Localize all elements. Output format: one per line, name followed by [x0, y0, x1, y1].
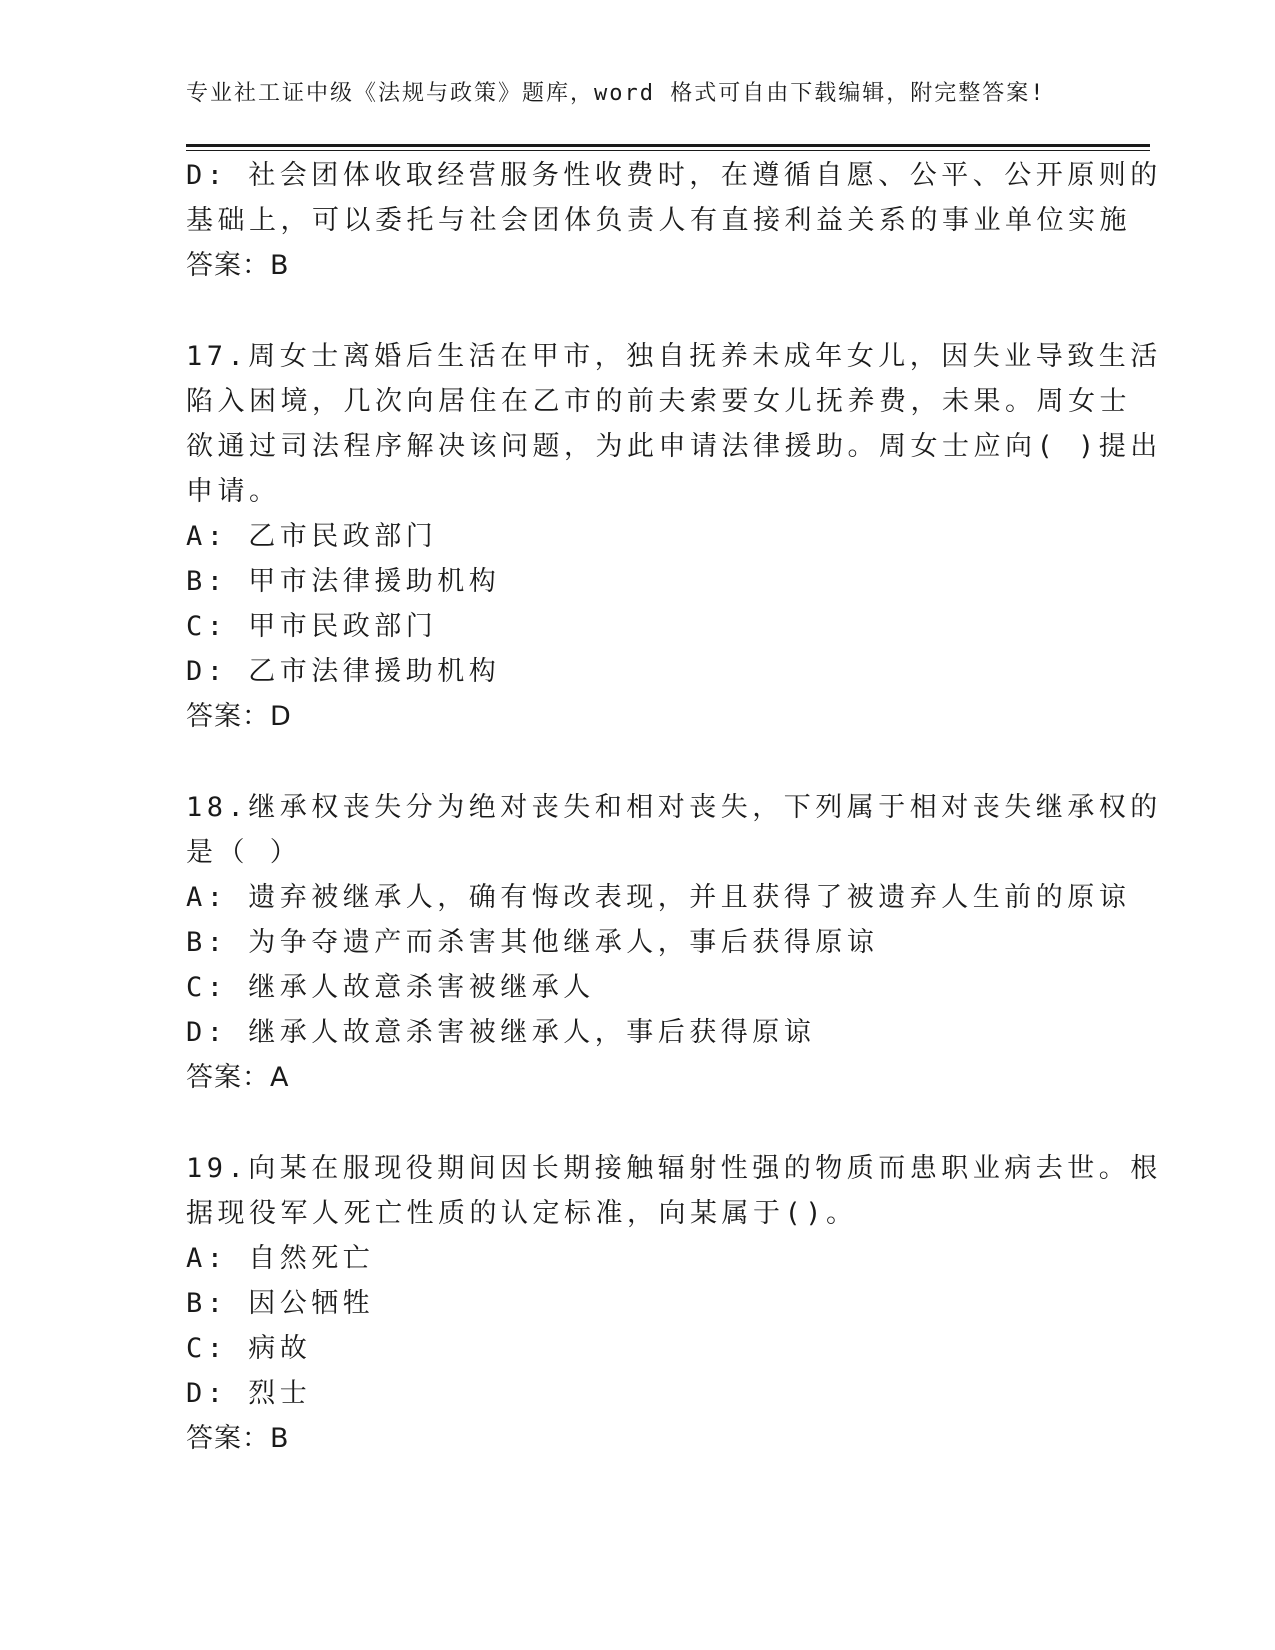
- question-stem-line: 18.继承权丧失分为绝对丧失和相对丧失，下列属于相对丧失继承权的: [186, 792, 1162, 823]
- option-c: C: 病故: [186, 1333, 312, 1364]
- spacer: [186, 739, 1086, 785]
- question-stem-line: 17.周女士离婚后生活在甲市，独自抚养未成年女儿，因失业导致生活: [186, 341, 1162, 372]
- option-c: C: 继承人故意杀害被继承人: [186, 972, 595, 1003]
- spacer: [186, 1100, 1086, 1146]
- answer-line: 答案：B: [186, 1423, 290, 1454]
- question-18: [186, 785, 1162, 1100]
- option-d-line-2: 基础上，可以委托与社会团体负责人有直接利益关系的事业单位实施: [186, 205, 1131, 236]
- option-d: D: 烈士: [186, 1378, 312, 1409]
- question-stem-line: 据现役军人死亡性质的认定标准，向某属于()。: [186, 1198, 858, 1229]
- answer-line: 答案：B: [186, 250, 290, 281]
- answer-line: 答案：D: [186, 701, 292, 732]
- option-d: D: 乙市法律援助机构: [186, 656, 501, 687]
- option-c: C: 甲市民政部门: [186, 611, 438, 642]
- question-19: [186, 1146, 1162, 1461]
- option-b: B: 为争夺遗产而杀害其他继承人，事后获得原谅: [186, 927, 879, 958]
- document-body: [186, 153, 1162, 1461]
- option-d: D: 继承人故意杀害被继承人，事后获得原谅: [186, 1017, 816, 1048]
- header-divider: [186, 144, 1150, 151]
- option-b: B: 因公牺牲: [186, 1288, 375, 1319]
- page-header: 专业社工证中级《法规与政策》题库，word 格式可自由下载编辑，附完整答案!: [186, 81, 1046, 106]
- question-stem-line: 是（ ）: [186, 837, 302, 868]
- question-stem-line: 欲通过司法程序解决该问题，为此申请法律援助。周女士应向( )提出: [186, 431, 1162, 462]
- option-b: B: 甲市法律援助机构: [186, 566, 501, 597]
- option-a: A: 自然死亡: [186, 1243, 375, 1274]
- option-a: A: 遗弃被继承人，确有悔改表现，并且获得了被遗弃人生前的原谅: [186, 882, 1131, 913]
- spacer: [186, 288, 1086, 334]
- previous-question-tail: [186, 153, 1162, 288]
- question-stem-line: 19.向某在服现役期间因长期接触辐射性强的物质而患职业病去世。根: [186, 1153, 1162, 1184]
- option-a: A: 乙市民政部门: [186, 521, 438, 552]
- option-d-line-1: D: 社会团体收取经营服务性收费时，在遵循自愿、公平、公开原则的: [186, 160, 1162, 191]
- question-stem-line: 申请。: [186, 476, 281, 507]
- answer-line: 答案：A: [186, 1062, 290, 1093]
- question-17: [186, 334, 1162, 739]
- question-stem-line: 陷入困境，几次向居住在乙市的前夫索要女儿抚养费，未果。周女士: [186, 386, 1131, 417]
